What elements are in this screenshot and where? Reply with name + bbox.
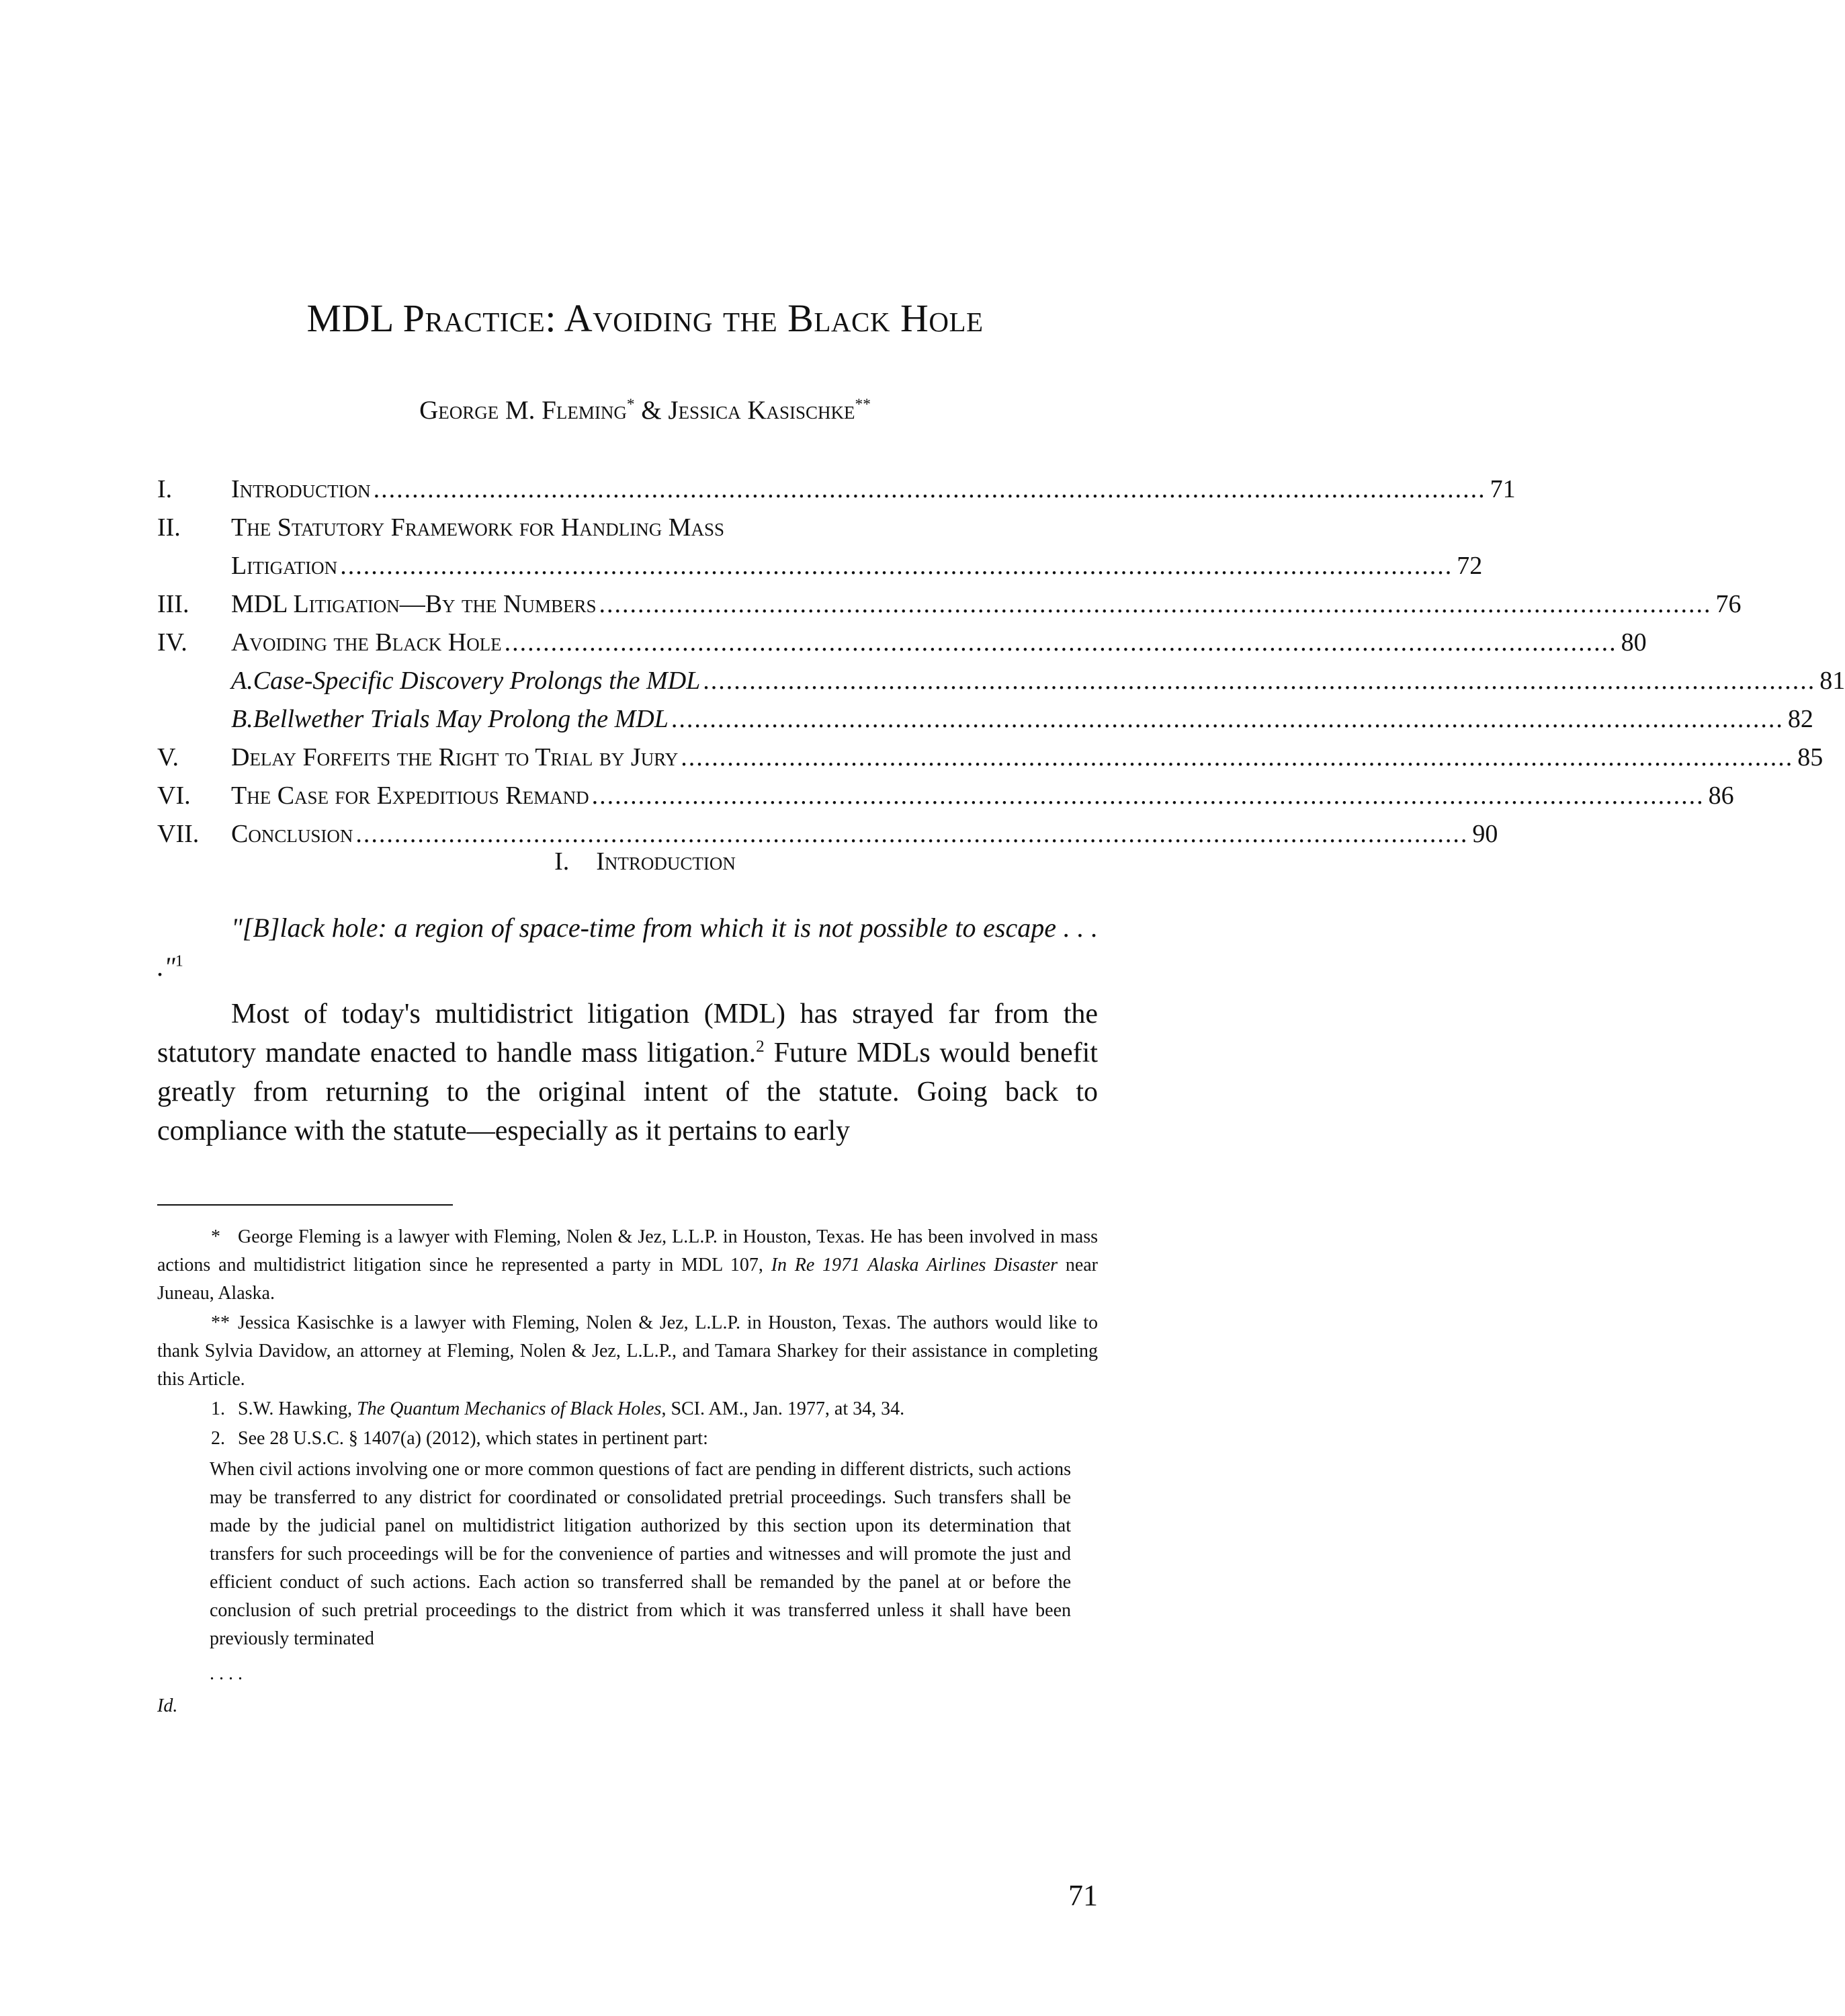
- toc-page: 80: [1621, 628, 1647, 657]
- toc-entry-expeditious-remand[interactable]: VI. The Case for Expeditious Remand ................................................................................................................................................ 86: [157, 777, 1098, 815]
- toc-number: II.: [157, 513, 181, 542]
- author-kasischke: Jessica Kasischke: [668, 396, 855, 425]
- footnote-author-kasischke: [157, 1309, 1098, 1394]
- author-separator: &: [634, 396, 669, 425]
- statute-block-quote: When civil actions involving one or more common questions of fact are pending in different districts, such actions may be transferred to any district for coordinated or consolidated pretrial proceedings. Such transfers shall be made by the judicial panel on multidistrict litigation authorized by this section upon its determination that transfers for such proceedings will be for the convenience of parties and witnesses and will promote the just and efficient conduct of such actions. Each action so transferred shall be remanded by the panel at or before the conclusion of such pretrial proceedings to the district from which it was transferred unless it shall have been previously terminated: [210, 1459, 1071, 1649]
- toc-label: The Statutory Framework for Handling Mass: [231, 513, 725, 542]
- footnote-text: S.W. Hawking,: [238, 1398, 357, 1419]
- footnote-case-name: In Re 1971 Alaska Airlines Disaster: [771, 1255, 1058, 1275]
- epigraph: [157, 909, 1098, 986]
- toc-number: I.: [157, 475, 173, 503]
- body-paragraph: [157, 995, 1098, 1150]
- toc-entry-by-the-numbers[interactable]: III. MDL Litigation—By the Numbers ................................................................................................................................................ 76: [157, 585, 1098, 624]
- toc-page: 71: [1490, 475, 1516, 503]
- article-title: MDL Practice: Avoiding the Black Hole: [306, 296, 984, 340]
- footnote-text: See 28 U.S.C. § 1407(a) (2012), which states in pertinent part:: [238, 1428, 708, 1449]
- toc-page: 85: [1797, 743, 1823, 771]
- toc-entry-introduction[interactable]: I. Introduction ................................................................................................................................................ 71: [157, 470, 1098, 509]
- toc-page: 76: [1715, 590, 1742, 618]
- toc-page: 82: [1787, 705, 1813, 733]
- footnote-source-title: The Quantum Mechanics of Black Holes: [357, 1398, 662, 1419]
- quote-ellipsis: . . . .: [210, 1663, 243, 1684]
- footnote-2: [157, 1425, 1098, 1453]
- toc-entry-bellwether-trials[interactable]: B. Bellwether Trials May Prolong the MDL ................................................................................................................................................ 82: [157, 700, 1098, 739]
- table-of-contents: [157, 470, 1845, 853]
- section-number: I.: [554, 847, 570, 876]
- toc-entry-delay-forfeits[interactable]: V. Delay Forfeits the Right to Trial by Jury ................................................................................................................................................ 85: [157, 739, 1098, 777]
- author-fleming-footnote-mark: *: [626, 396, 635, 413]
- section-title: Introduction: [596, 847, 736, 876]
- footnote-mark: 2.: [211, 1428, 225, 1449]
- section-heading: [0, 847, 1290, 876]
- toc-label-continued: Litigation: [231, 552, 338, 580]
- toc-label: MDL Litigation—By the Numbers: [231, 590, 597, 618]
- toc-page: 90: [1472, 820, 1498, 848]
- footnote-text-end: near Juneau, Alaska.: [157, 1255, 1099, 1304]
- toc-entry-statutory-framework[interactable]: [157, 509, 1098, 547]
- toc-entry-case-specific-discovery[interactable]: A. Case-Specific Discovery Prolongs the MDL ................................................................................................................................................ 81: [157, 662, 1098, 700]
- footnotes: [157, 1223, 1098, 1720]
- footnote-text-end: , SCI. AM., Jan. 1977, at 34, 34.: [661, 1398, 905, 1419]
- author-kasischke-footnote-mark: **: [855, 396, 871, 413]
- footnote-mark: **: [211, 1312, 230, 1333]
- toc-number: IV.: [157, 628, 187, 657]
- toc-number: V.: [157, 743, 179, 771]
- article-authors: [0, 395, 1290, 425]
- toc-label: Avoiding the Black Hole: [231, 628, 502, 657]
- footnote-mark: *: [211, 1226, 220, 1247]
- toc-number: VII.: [157, 820, 200, 848]
- toc-page: 72: [1457, 552, 1483, 580]
- toc-number: III.: [157, 590, 189, 618]
- footnote-1: [157, 1395, 1098, 1423]
- toc-label: Delay Forfeits the Right to Trial by Jury: [231, 743, 679, 771]
- epigraph-text: "[B]lack hole: a region of space-time from which it is not possible to escape . . . .": [157, 913, 1098, 982]
- toc-entry-statutory-framework-cont[interactable]: Litigation ................................................................................................................................................ 72: [157, 547, 1098, 585]
- footnote-text: George Fleming is a lawyer with Fleming, Nolen & Jez, L.L.P. in Houston, Texas. He has been involved in mass actions and multidistrict litigation since he represented a party in MDL 107,: [157, 1226, 1098, 1275]
- toc-page: 81: [1819, 667, 1845, 695]
- toc-entry-conclusion[interactable]: VII. Conclusion ................................................................................................................................................ 90: [157, 815, 1098, 853]
- footnote-mark: 1.: [211, 1398, 225, 1419]
- footnote-text: Jessica Kasischke is a lawyer with Fleming, Nolen & Jez, L.L.P. in Houston, Texas. The authors would like to thank Sylvia Davidow, an attorney at Fleming, Nolen & Jez, L.L.P., and Tamara Sharkey for their assistance in completing this Article.: [157, 1312, 1098, 1390]
- footnote-divider: [157, 1204, 453, 1206]
- page-number: 71: [1068, 1879, 1098, 1912]
- toc-label: Introduction: [231, 475, 371, 503]
- body-text-part-1: Most of today's multidistrict litigation (MDL) has strayed far from the statutory mandate enacted to handle mass litigation.: [157, 999, 1098, 1068]
- body-text-part-2: Future MDLs would benefit greatly from returning to the original intent of the statute. Going back to compliance with the statute—especially as it pertains to early: [157, 1038, 1098, 1146]
- author-fleming: George M. Fleming: [419, 396, 627, 425]
- epigraph-footnote-ref: 1: [175, 952, 183, 970]
- toc-label: Case-Specific Discovery Prolongs the MDL: [253, 667, 701, 695]
- toc-label: The Case for Expeditious Remand: [231, 782, 589, 810]
- footnote-author-fleming: [157, 1223, 1098, 1308]
- toc-number: VI.: [157, 782, 191, 810]
- toc-entry-avoiding-black-hole[interactable]: IV. Avoiding the Black Hole ................................................................................................................................................ 80: [157, 624, 1098, 662]
- toc-letter: B.: [231, 705, 253, 733]
- toc-label: Bellwether Trials May Prolong the MDL: [253, 705, 669, 733]
- toc-page: 86: [1708, 782, 1734, 810]
- toc-label: Conclusion: [231, 820, 353, 848]
- id-citation: Id.: [157, 1695, 178, 1716]
- toc-letter: A.: [231, 667, 253, 695]
- body-footnote-ref: 2: [756, 1038, 765, 1056]
